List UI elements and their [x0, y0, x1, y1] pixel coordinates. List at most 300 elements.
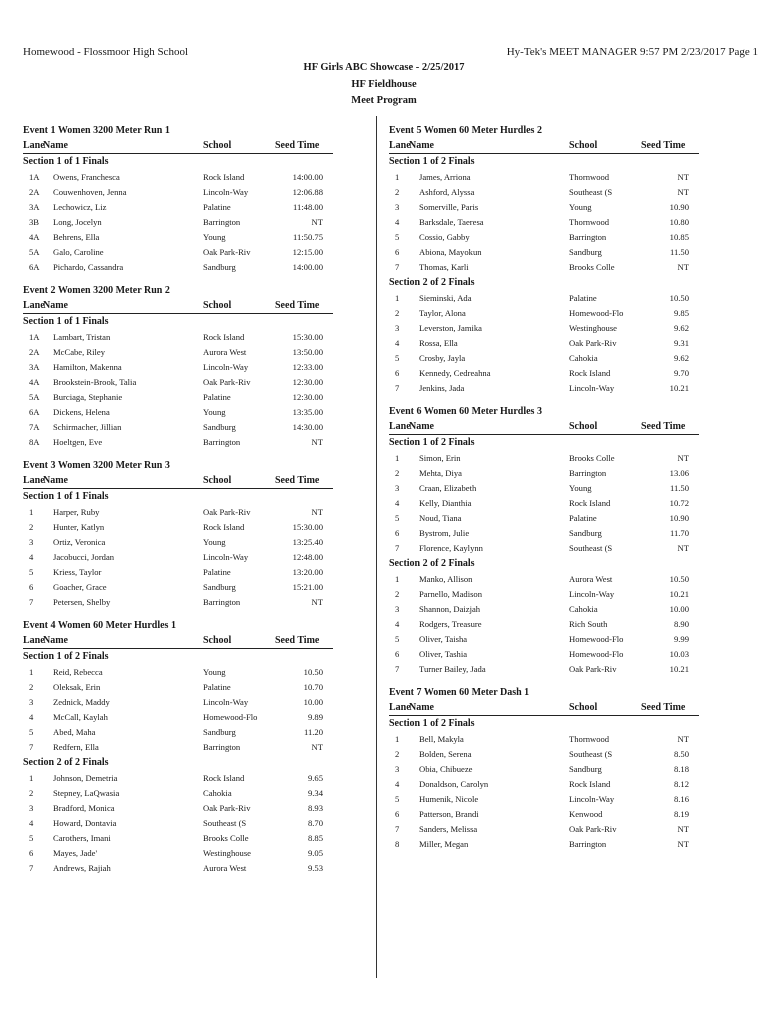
- name-header: Name: [43, 475, 68, 486]
- school-cell: Sandburg: [569, 247, 602, 257]
- athlete-name: Sanders, Melissa: [419, 824, 478, 834]
- seed-time-cell: 11.50: [669, 483, 689, 493]
- entry-row: [23, 831, 333, 846]
- software-info: Hy-Tek's MEET MANAGER 9:57 PM 2/23/2017 Page 1: [506, 46, 758, 58]
- lane-cell: 1: [395, 734, 400, 744]
- school-cell: Sandburg: [569, 764, 602, 774]
- seed-time-cell: 11:50.75: [293, 232, 323, 242]
- entry-row: [23, 680, 333, 695]
- event-title: Event 7 Women 60 Meter Dash 1: [389, 687, 530, 698]
- name-header: Name: [409, 421, 434, 432]
- seed-time-cell: 9.89: [307, 712, 323, 722]
- lane-header: Lane: [23, 140, 45, 151]
- seed-time-header: Seed Time: [275, 475, 320, 486]
- school-cell: Aurora West: [203, 347, 247, 357]
- lane-cell: 1: [395, 574, 400, 584]
- entry-row: [389, 837, 699, 852]
- entry-row: [23, 550, 333, 565]
- lane-cell: 1: [29, 667, 34, 677]
- athlete-name: Sieminski, Ada: [419, 293, 472, 303]
- athlete-name: Kriess, Taylor: [53, 567, 102, 577]
- name-header: Name: [43, 300, 68, 311]
- school-cell: Oak Park-Riv: [569, 824, 617, 834]
- lane-cell: 7: [395, 543, 400, 553]
- athlete-name: Couwenhoven, Jenna: [53, 187, 127, 197]
- seed-time-cell: 9.99: [673, 634, 689, 644]
- event-block: [389, 404, 699, 677]
- athlete-name: Dickens, Helena: [53, 407, 110, 417]
- entry-row: [23, 580, 333, 595]
- lane-cell: 3: [29, 803, 34, 813]
- school-cell: Oak Park-Riv: [203, 377, 251, 387]
- seed-time-cell: 10.00: [303, 697, 323, 707]
- school-cell: Young: [203, 667, 226, 677]
- seed-time-cell: 9.65: [307, 773, 323, 783]
- entry-row: [389, 245, 699, 260]
- athlete-name: Petersen, Shelby: [53, 597, 111, 607]
- lane-cell: 1: [29, 507, 34, 517]
- athlete-name: Hunter, Katlyn: [53, 522, 105, 532]
- lane-header: Lane: [389, 702, 411, 713]
- entry-row: [389, 632, 699, 647]
- lane-cell: 2A: [29, 347, 40, 357]
- lane-cell: 8: [395, 839, 400, 849]
- seed-time-cell: 15:21.00: [292, 582, 323, 592]
- school-name: Homewood - Flossmoor High School: [23, 46, 188, 58]
- school-cell: Homewood-Flo: [569, 649, 624, 659]
- entry-row: [389, 792, 699, 807]
- seed-time-cell: 8.90: [673, 619, 689, 629]
- athlete-name: Crosby, Jayla: [419, 353, 466, 363]
- athlete-name: Reid, Rebecca: [53, 667, 103, 677]
- entry-row: [389, 572, 699, 587]
- seed-time-cell: 10.21: [669, 383, 689, 393]
- entry-row: [389, 662, 699, 677]
- athlete-name: Mayes, Jade': [53, 848, 98, 858]
- athlete-name: Rossa, Ella: [419, 338, 458, 348]
- seed-time-cell: 11:48.00: [293, 202, 323, 212]
- school-cell: Lincoln-Way: [203, 362, 249, 372]
- school-header: School: [203, 300, 232, 311]
- section-title: Section 2 of 2 Finals: [389, 558, 475, 569]
- lane-cell: 2: [395, 749, 400, 759]
- entry-row: [23, 405, 333, 420]
- section-title: Section 2 of 2 Finals: [389, 277, 475, 288]
- entry-row: [389, 200, 699, 215]
- athlete-name: Patterson, Brandi: [419, 809, 479, 819]
- lane-cell: 5: [395, 634, 400, 644]
- school-cell: Brooks Colle: [569, 453, 615, 463]
- seed-time-cell: 10.50: [669, 293, 689, 303]
- athlete-name: Parnello, Madison: [419, 589, 483, 599]
- athlete-name: Florence, Kaylynn: [419, 543, 483, 553]
- athlete-name: Kennedy, Cedreahna: [419, 368, 491, 378]
- athlete-name: Oliver, Tashia: [419, 649, 468, 659]
- lane-cell: 6: [395, 247, 400, 257]
- athlete-name: Miller, Megan: [419, 839, 469, 849]
- entry-row: [23, 665, 333, 680]
- event-block: [23, 123, 333, 275]
- school-cell: Westinghouse: [203, 848, 251, 858]
- lane-cell: 2: [395, 187, 400, 197]
- athlete-name: Donaldson, Carolyn: [419, 779, 489, 789]
- meet-doc-type: Meet Program: [351, 95, 417, 106]
- lane-header: Lane: [23, 635, 45, 646]
- entry-row: [389, 336, 699, 351]
- event-title: Event 3 Women 3200 Meter Run 3: [23, 460, 170, 471]
- seed-time-cell: 13:50.00: [292, 347, 323, 357]
- athlete-name: McCabe, Riley: [53, 347, 106, 357]
- school-header: School: [203, 475, 232, 486]
- school-cell: Young: [203, 537, 226, 547]
- school-cell: Palatine: [203, 567, 231, 577]
- athlete-name: Shannon, Daizjah: [419, 604, 481, 614]
- athlete-name: Pichardo, Cassandra: [53, 262, 124, 272]
- seed-time-cell: 9.62: [673, 353, 689, 363]
- seed-time-cell: 14:30.00: [292, 422, 323, 432]
- seed-time-cell: 12:33.00: [292, 362, 323, 372]
- lane-cell: 5: [395, 232, 400, 242]
- seed-time-header: Seed Time: [641, 702, 686, 713]
- lane-cell: 3: [29, 537, 34, 547]
- section-title: Section 1 of 2 Finals: [23, 651, 109, 662]
- seed-time-cell: NT: [677, 187, 689, 197]
- seed-time-cell: NT: [677, 734, 689, 744]
- school-cell: Sandburg: [203, 727, 236, 737]
- athlete-name: Behrens, Ella: [53, 232, 100, 242]
- athlete-name: Taylor, Alona: [419, 308, 466, 318]
- seed-time-cell: NT: [311, 742, 323, 752]
- seed-time-header: Seed Time: [275, 635, 320, 646]
- entry-row: [23, 535, 333, 550]
- seed-time-cell: 10.90: [669, 513, 689, 523]
- athlete-name: Owens, Franchesca: [53, 172, 120, 182]
- athlete-name: Obia, Chibueze: [419, 764, 473, 774]
- name-header: Name: [409, 702, 434, 713]
- school-header: School: [203, 140, 232, 151]
- entry-row: [389, 511, 699, 526]
- athlete-name: Stepney, LaQwasia: [53, 788, 120, 798]
- event-block: [389, 123, 699, 396]
- athlete-name: McCall, Kaylah: [53, 712, 108, 722]
- school-cell: Rock Island: [203, 522, 245, 532]
- lane-cell: 4: [395, 779, 400, 789]
- lane-cell: 1: [395, 293, 400, 303]
- entry-row: [389, 170, 699, 185]
- athlete-name: Abed, Maha: [53, 727, 96, 737]
- lane-cell: 6: [29, 582, 34, 592]
- name-header: Name: [43, 635, 68, 646]
- entry-row: [389, 351, 699, 366]
- seed-time-cell: NT: [677, 262, 689, 272]
- lane-cell: 1A: [29, 172, 40, 182]
- school-cell: Oak Park-Riv: [203, 803, 251, 813]
- athlete-name: Lambart, Tristan: [53, 332, 111, 342]
- lane-cell: 3A: [29, 202, 40, 212]
- column-header-row: [23, 139, 333, 154]
- entry-row: [389, 291, 699, 306]
- school-cell: Sandburg: [203, 422, 236, 432]
- entry-row: [23, 861, 333, 876]
- seed-time-cell: 14:00.00: [292, 172, 323, 182]
- section-title: Section 2 of 2 Finals: [23, 757, 109, 768]
- seed-time-cell: 10.90: [669, 202, 689, 212]
- seed-time-cell: 9.85: [673, 308, 689, 318]
- school-cell: Thornwood: [569, 172, 610, 182]
- seed-time-cell: 10.03: [669, 649, 689, 659]
- school-cell: Rich South: [569, 619, 608, 629]
- name-header: Name: [409, 140, 434, 151]
- lane-cell: 4: [395, 619, 400, 629]
- seed-time-cell: 9.70: [673, 368, 689, 378]
- athlete-name: Hoeltgen, Eve: [53, 437, 103, 447]
- entry-row: [389, 215, 699, 230]
- school-cell: Rock Island: [203, 172, 245, 182]
- lane-cell: 5: [29, 567, 34, 577]
- school-cell: Lincoln-Way: [203, 697, 249, 707]
- seed-time-cell: 10.80: [669, 217, 689, 227]
- school-cell: Oak Park-Riv: [569, 338, 617, 348]
- school-cell: Southeast (S: [569, 543, 613, 553]
- entry-row: [23, 565, 333, 580]
- column-divider: [376, 116, 377, 978]
- seed-time-cell: NT: [677, 543, 689, 553]
- athlete-name: Zednick, Maddy: [53, 697, 110, 707]
- school-cell: Young: [203, 407, 226, 417]
- athlete-name: Barksdale, Taeresa: [419, 217, 484, 227]
- entry-row: [389, 541, 699, 556]
- section-title: Section 1 of 2 Finals: [389, 437, 475, 448]
- athlete-name: Bradford, Monica: [53, 803, 115, 813]
- school-cell: Southeast (S: [203, 818, 247, 828]
- school-cell: Cahokia: [569, 353, 598, 363]
- entry-row: [23, 435, 333, 450]
- lane-cell: 7: [395, 262, 400, 272]
- entry-row: [23, 771, 333, 786]
- event-block: [23, 283, 333, 450]
- school-cell: Lincoln-Way: [569, 794, 615, 804]
- lane-cell: 3B: [29, 217, 40, 227]
- athlete-name: Somerville, Paris: [419, 202, 479, 212]
- seed-time-cell: 9.05: [307, 848, 323, 858]
- entry-row: [23, 420, 333, 435]
- seed-time-cell: 11.70: [669, 528, 689, 538]
- school-cell: Young: [203, 232, 226, 242]
- entry-row: [23, 801, 333, 816]
- entry-row: [389, 260, 699, 275]
- school-cell: Cahokia: [569, 604, 598, 614]
- seed-time-cell: NT: [677, 453, 689, 463]
- entry-row: [389, 451, 699, 466]
- school-cell: Lincoln-Way: [569, 589, 615, 599]
- seed-time-cell: 12:30.00: [292, 392, 323, 402]
- school-cell: Palatine: [203, 392, 231, 402]
- school-cell: Oak Park-Riv: [203, 247, 251, 257]
- lane-cell: 2: [29, 522, 34, 532]
- lane-cell: 5A: [29, 247, 40, 257]
- seed-time-cell: NT: [311, 437, 323, 447]
- entry-row: [389, 822, 699, 837]
- school-cell: Barrington: [569, 839, 607, 849]
- entry-row: [23, 170, 333, 185]
- athlete-name: Carothers, Imani: [53, 833, 111, 843]
- school-header: School: [203, 635, 232, 646]
- lane-cell: 7: [395, 664, 400, 674]
- lane-header: Lane: [23, 475, 45, 486]
- seed-time-cell: 13:20.00: [292, 567, 323, 577]
- athlete-name: Howard, Dontavia: [53, 818, 117, 828]
- athlete-name: Jenkins, Jada: [419, 383, 465, 393]
- lane-cell: 7: [29, 863, 34, 873]
- lane-cell: 7: [395, 824, 400, 834]
- school-cell: Homewood-Flo: [569, 308, 624, 318]
- lane-cell: 2: [395, 589, 400, 599]
- column-header-row: [389, 701, 699, 716]
- school-cell: Barrington: [203, 597, 241, 607]
- seed-time-cell: 15:30.00: [292, 522, 323, 532]
- entry-row: [23, 230, 333, 245]
- event-title: Event 1 Women 3200 Meter Run 1: [23, 125, 170, 136]
- seed-time-cell: 8.50: [673, 749, 689, 759]
- entry-row: [23, 375, 333, 390]
- lane-header: Lane: [389, 140, 411, 151]
- section-title: Section 1 of 1 Finals: [23, 316, 109, 327]
- lane-cell: 6: [395, 809, 400, 819]
- entry-row: [389, 230, 699, 245]
- athlete-name: Oleksak, Erin: [53, 682, 101, 692]
- athlete-name: Johnson, Demetria: [53, 773, 118, 783]
- entry-row: [23, 710, 333, 725]
- event-title: Event 5 Women 60 Meter Hurdles 2: [389, 125, 542, 136]
- school-cell: Cahokia: [203, 788, 232, 798]
- event-block: [389, 685, 699, 852]
- school-cell: Barrington: [203, 217, 241, 227]
- section-title: Section 1 of 2 Finals: [389, 156, 475, 167]
- seed-time-cell: NT: [677, 824, 689, 834]
- school-cell: Sandburg: [569, 528, 602, 538]
- meet-title: HF Girls ABC Showcase - 2/25/2017: [303, 62, 465, 73]
- lane-cell: 4A: [29, 377, 40, 387]
- entry-row: [389, 587, 699, 602]
- lane-cell: 7: [395, 383, 400, 393]
- seed-time-cell: 13:35.00: [292, 407, 323, 417]
- athlete-name: Redfern, Ella: [53, 742, 99, 752]
- school-cell: Young: [569, 483, 592, 493]
- seed-time-cell: 14:00.00: [292, 262, 323, 272]
- athlete-name: Thomas, Karli: [419, 262, 469, 272]
- athlete-name: Mehta, Diya: [419, 468, 462, 478]
- entry-row: [23, 330, 333, 345]
- athlete-name: Manko, Allison: [419, 574, 473, 584]
- lane-cell: 4: [29, 712, 34, 722]
- athlete-name: Long, Jocelyn: [53, 217, 102, 227]
- lane-cell: 2: [395, 468, 400, 478]
- athlete-name: Harper, Ruby: [53, 507, 100, 517]
- lane-cell: 4: [395, 498, 400, 508]
- lane-cell: 3: [395, 202, 400, 212]
- athlete-name: Ashford, Alyssa: [419, 187, 475, 197]
- entry-row: [389, 647, 699, 662]
- entry-row: [389, 807, 699, 822]
- seed-time-cell: 13:25.40: [292, 537, 323, 547]
- entry-row: [23, 200, 333, 215]
- lane-cell: 5: [395, 353, 400, 363]
- lane-cell: 5: [29, 833, 34, 843]
- athlete-name: Bystrom, Julie: [419, 528, 470, 538]
- column-header-row: [23, 634, 333, 649]
- school-cell: Lincoln-Way: [203, 552, 249, 562]
- school-cell: Young: [569, 202, 592, 212]
- school-cell: Rock Island: [569, 368, 611, 378]
- school-cell: Sandburg: [203, 262, 236, 272]
- entry-row: [23, 185, 333, 200]
- lane-cell: 3A: [29, 362, 40, 372]
- seed-time-cell: 11.50: [669, 247, 689, 257]
- entry-row: [389, 732, 699, 747]
- athlete-name: Bell, Makyla: [419, 734, 464, 744]
- entry-row: [389, 526, 699, 541]
- school-cell: Sandburg: [203, 582, 236, 592]
- lane-cell: 8A: [29, 437, 40, 447]
- lane-cell: 1: [29, 773, 34, 783]
- athlete-name: Abiona, Mayokun: [419, 247, 482, 257]
- lane-cell: 4: [29, 818, 34, 828]
- school-cell: Oak Park-Riv: [203, 507, 251, 517]
- seed-time-cell: NT: [677, 172, 689, 182]
- entry-row: [23, 786, 333, 801]
- entry-row: [389, 777, 699, 792]
- seed-time-cell: 12:48.00: [292, 552, 323, 562]
- school-cell: Oak Park-Riv: [569, 664, 617, 674]
- entry-row: [23, 245, 333, 260]
- lane-cell: 2: [29, 788, 34, 798]
- entry-row: [23, 345, 333, 360]
- school-header: School: [569, 140, 598, 151]
- column-header-row: [389, 420, 699, 435]
- school-cell: Rock Island: [569, 779, 611, 789]
- lane-cell: 6: [395, 528, 400, 538]
- lane-cell: 3: [395, 483, 400, 493]
- entry-row: [389, 185, 699, 200]
- lane-cell: 1: [395, 172, 400, 182]
- athlete-name: Jacobucci, Jordan: [53, 552, 115, 562]
- seed-time-cell: 13.06: [669, 468, 689, 478]
- seed-time-cell: 10.70: [303, 682, 323, 692]
- athlete-name: Lechowicz, Liz: [53, 202, 107, 212]
- seed-time-cell: 9.31: [673, 338, 689, 348]
- seed-time-cell: 10.50: [669, 574, 689, 584]
- school-cell: Palatine: [203, 682, 231, 692]
- lane-cell: 7: [29, 742, 34, 752]
- entry-row: [389, 466, 699, 481]
- seed-time-cell: 12:06.88: [292, 187, 323, 197]
- school-cell: Thornwood: [569, 217, 610, 227]
- entry-row: [23, 846, 333, 861]
- school-cell: Barrington: [569, 232, 607, 242]
- lane-cell: 5: [395, 513, 400, 523]
- lane-cell: 2: [395, 308, 400, 318]
- seed-time-cell: 9.53: [307, 863, 323, 873]
- athlete-name: Cossio, Gabby: [419, 232, 470, 242]
- entry-row: [23, 595, 333, 610]
- athlete-name: Andrews, Rajiah: [53, 863, 111, 873]
- entry-row: [23, 725, 333, 740]
- athlete-name: Kelly, Dianthia: [419, 498, 472, 508]
- lane-cell: 6: [29, 848, 34, 858]
- seed-time-cell: 8.12: [673, 779, 689, 789]
- event-block: [23, 618, 333, 876]
- seed-time-cell: 11.20: [303, 727, 323, 737]
